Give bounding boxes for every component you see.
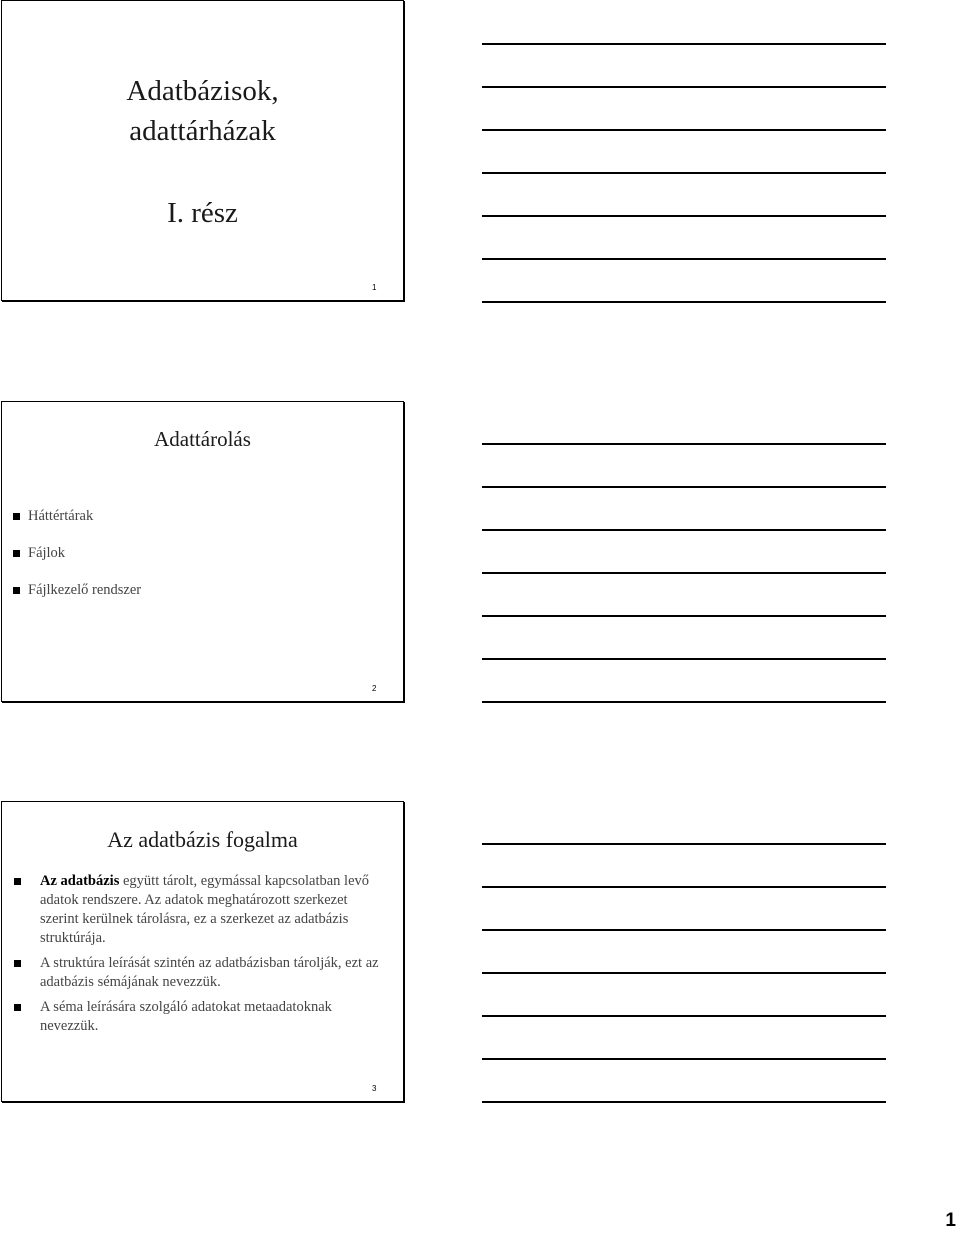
page-number: 1 (945, 1210, 956, 1231)
note-line (482, 615, 886, 617)
slide-2-number: 2 (372, 684, 377, 693)
note-line (482, 215, 886, 217)
square-bullet-icon (14, 1004, 21, 1011)
list-item-text: A struktúra leírását szintén az adatbázisban tárolják, ezt az adatbázis sémájának nevezzük. (40, 955, 379, 990)
note-line (482, 258, 886, 260)
list-item-text: Fájlok (28, 545, 66, 561)
notes-lines-1 (482, 0, 886, 310)
list-item-text: A séma leírására szolgáló adatokat metaadatoknak nevezzük. (40, 999, 332, 1034)
notes-lines-3 (482, 800, 886, 1110)
note-line (482, 843, 886, 845)
note-line (482, 443, 886, 445)
note-line (482, 43, 886, 45)
note-line (482, 658, 886, 660)
slide-3-title: Az adatbázis fogalma (107, 827, 298, 852)
list-item (2, 580, 141, 600)
note-line (482, 172, 886, 174)
notes-lines-2 (482, 400, 886, 710)
slide-1 (1, 0, 404, 301)
slide-2-bullet-list (2, 506, 141, 617)
note-line (482, 486, 886, 488)
list-item (2, 506, 141, 526)
term-bold: Az adatbázis (40, 873, 120, 889)
note-line (482, 529, 886, 531)
slide-1-title-line-1: Adatbázisok, (126, 75, 279, 107)
slide-3-bullet-list (14, 872, 389, 1042)
slide-1-subtitle: I. rész (167, 197, 238, 229)
note-line (482, 1015, 886, 1017)
list-item (14, 954, 389, 992)
square-bullet-icon (13, 587, 20, 594)
list-item (14, 998, 389, 1036)
square-bullet-icon (13, 513, 20, 520)
slide-3 (1, 801, 404, 1102)
list-item (2, 543, 141, 563)
note-line (482, 301, 886, 303)
list-item-text: Háttértárak (28, 508, 94, 524)
note-line (482, 1101, 886, 1103)
slide-2 (1, 401, 404, 702)
slide-1-title (2, 71, 403, 233)
square-bullet-icon (13, 550, 20, 557)
slide-1-title-line-2: adattárházak (129, 115, 276, 147)
note-line (482, 572, 886, 574)
note-line (482, 972, 886, 974)
note-line (482, 701, 886, 703)
note-line (482, 129, 886, 131)
note-line (482, 929, 886, 931)
square-bullet-icon (14, 960, 21, 967)
list-item-text: Fájlkezelő rendszer (28, 582, 142, 598)
slide-2-title: Adattárolás (154, 427, 251, 451)
note-line (482, 1058, 886, 1060)
square-bullet-icon (14, 878, 21, 885)
list-item-text: együtt tárolt, egymással kapcsolatban levő adatok rendszere. Az adatok meghatározott szerkezet szerint kerülnek tárolásra, ez a szerkezet az adatbázis struktúrája. (40, 873, 370, 946)
note-line (482, 886, 886, 888)
note-line (482, 86, 886, 88)
list-item (14, 872, 389, 948)
slide-1-number: 1 (372, 283, 377, 292)
slide-3-number: 3 (372, 1084, 377, 1093)
